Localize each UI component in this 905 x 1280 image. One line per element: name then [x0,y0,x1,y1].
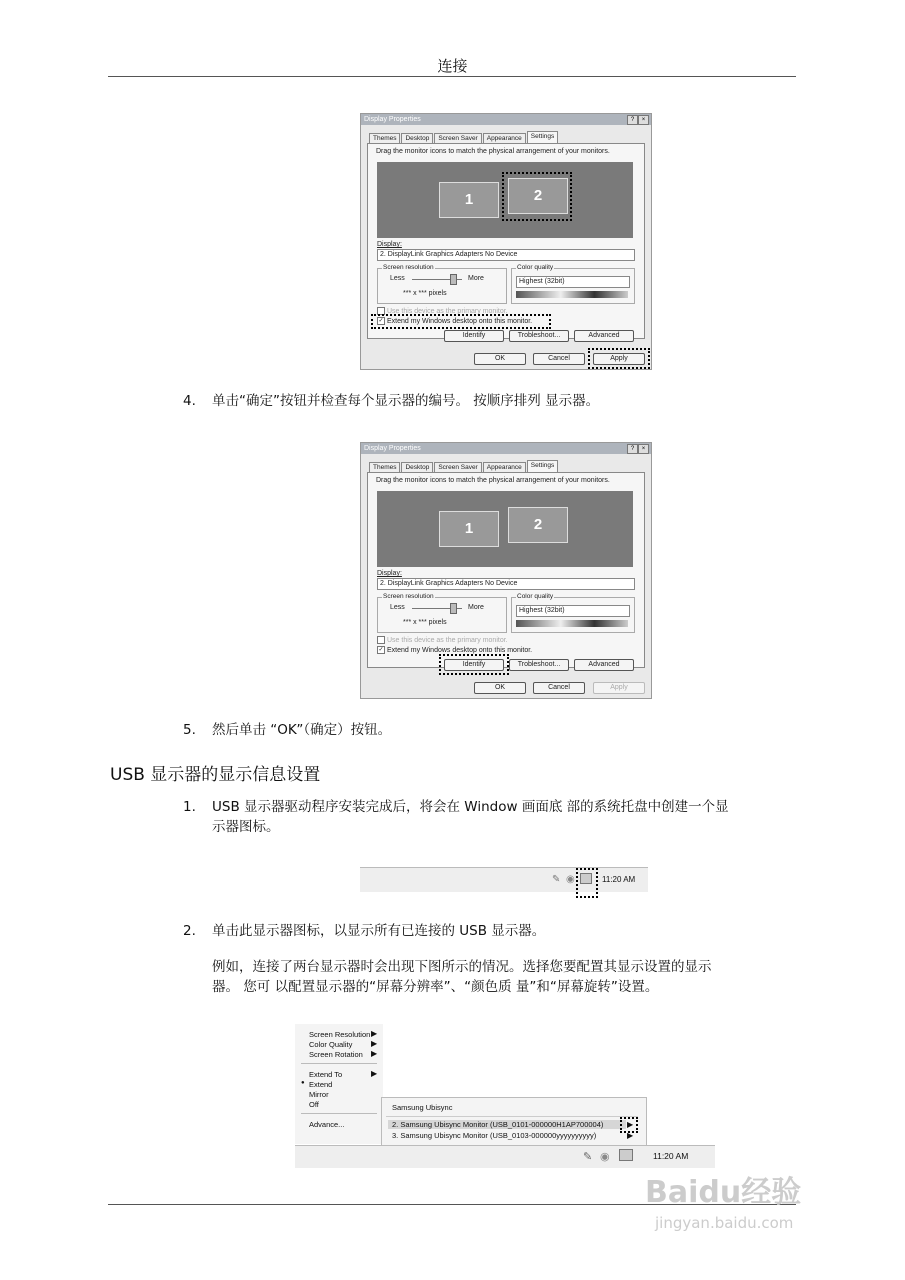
menu-screen-resolution[interactable]: Screen Resolution [309,1030,371,1039]
resolution-value: *** x *** pixels [403,290,447,297]
usb-step-2-paragraph-line-2: 器。 您可 以配置显示器的“屏幕分辨率”、“颜色质 量”和“屏幕旋转”设置。 [212,979,659,995]
resolution-slider-thumb[interactable] [450,603,457,614]
sound-icon[interactable]: ◉ [600,1151,610,1163]
monitor-arrangement-area [377,162,633,238]
primary-monitor-option[interactable] [377,636,508,644]
cancel-button[interactable]: Cancel [533,682,585,694]
resolution-value: *** x *** pixels [403,619,447,626]
menu-mirror[interactable]: Mirror [309,1090,329,1099]
display-label: Display: [377,241,402,248]
menu-divider [301,1063,377,1064]
instruction-text: Drag the monitor icons to match the physical arrangement of your monitors. [376,477,610,484]
submenu-arrow-icon: ▶ [371,1029,378,1038]
help-button[interactable]: ? [627,115,638,125]
display-properties-dialog-2 [360,442,652,699]
tab-screen-saver[interactable]: Screen Saver [434,462,481,473]
primary-checkbox[interactable] [377,636,385,644]
ubisync-submenu [381,1097,647,1147]
highlight-apply [588,348,650,369]
tab-themes[interactable]: Themes [369,462,400,473]
tab-themes[interactable]: Themes [369,133,400,144]
usb-step-2-paragraph [212,957,712,997]
tab-desktop[interactable]: Desktop [401,133,433,144]
screen-resolution-label: Screen resolution [383,593,434,600]
apply-button[interactable]: Apply [593,353,645,365]
tab-settings[interactable]: Settings [527,460,559,473]
usb-step-2-number: 2. [183,923,196,939]
highlight-tray-icon [576,868,598,898]
less-label: Less [390,604,405,611]
extend-desktop-option[interactable] [377,646,532,654]
usb-step-1-number: 1. [183,799,196,815]
settings-panel [367,472,645,668]
menu-off[interactable]: Off [309,1100,319,1109]
selected-bullet-icon: ● [301,1080,305,1086]
dialog-titlebar [361,114,651,125]
highlight-submenu-arrow [620,1117,638,1133]
identify-button[interactable]: Identify [444,330,504,342]
usb-monitor-tray-icon[interactable] [619,1149,633,1161]
highlight-monitor-2 [502,172,572,221]
extend-label: Extend my Windows desktop onto this monitor. [387,317,533,325]
usb-step-2-text: 单击此显示器图标，以显示所有已连接的 USB 显示器。 [212,923,546,939]
color-gradient-bar [516,291,628,298]
menu-divider [301,1113,377,1114]
menu-advance[interactable]: Advance... [309,1120,345,1129]
cancel-button[interactable]: Cancel [533,353,585,365]
dialog-title: Display Properties [364,116,421,123]
ok-button[interactable]: OK [474,353,526,365]
menu-extend[interactable]: Extend [309,1080,333,1089]
usb-step-2 [183,921,546,941]
step-5 [183,720,392,740]
close-button[interactable]: × [638,115,649,125]
menu-screen-rotation[interactable]: Screen Rotation [309,1050,363,1059]
instruction-text: Drag the monitor icons to match the physical arrangement of your monitors. [376,148,610,155]
resolution-slider-thumb[interactable] [450,274,457,285]
step-4-text: 单击“确定”按钮并检查每个显示器的编号。 按顺序排列 显示器。 [212,393,600,409]
step-4-number: 4. [183,393,196,409]
color-quality-select[interactable]: Highest (32bit) [516,605,630,617]
primary-label: Use this device as the primary monitor. [387,636,508,644]
submenu-monitor-2[interactable]: 2. Samsung Ubisync Monitor (USB_0101-000000H1AP700004) [388,1120,626,1129]
network-icon[interactable]: ✎ [583,1151,593,1163]
network-icon[interactable]: ✎ [552,874,561,885]
monitor-2[interactable]: 2 [508,178,568,214]
baidu-watermark-logo: Baidu经验 [645,1175,802,1210]
submenu-monitor-3[interactable]: 3. Samsung Ubisync Monitor (USB_0103-000000yyyyyyyyyy) [392,1131,597,1140]
extend-checkbox[interactable]: ✓ [378,647,384,653]
monitor-arrangement-area [377,491,633,567]
color-quality-label: Color quality [517,264,554,271]
advanced-button[interactable]: Advanced [574,659,634,671]
section-title: USB 显示器的显示信息设置 [110,765,321,785]
submenu-arrow-icon: ▶ [371,1039,378,1048]
baidu-watermark-url: jingyan.baidu.com [655,1214,794,1232]
step-4 [183,391,600,411]
submenu-arrow-icon: ▶ [371,1069,378,1078]
step-5-number: 5. [183,722,196,738]
highlight-extend [371,314,551,329]
settings-panel [367,143,645,339]
tab-desktop[interactable]: Desktop [401,462,433,473]
close-button[interactable]: × [638,444,649,454]
extend-label: Extend my Windows desktop onto this monitor. [387,646,533,654]
screen-resolution-group [377,593,507,633]
display-select[interactable]: 2. DisplayLink Graphics Adapters No Device [377,249,635,261]
submenu-arrow-icon: ▶ [371,1049,378,1058]
more-label: More [468,275,484,282]
troubleshoot-button[interactable]: Trobleshoot... [509,330,569,342]
system-tray [360,867,648,892]
usb-context-menu [295,1024,383,1144]
less-label: Less [390,275,405,282]
color-quality-group [511,264,635,304]
highlight-identify [439,654,509,675]
dialog-title: Display Properties [364,445,421,452]
apply-button[interactable]: Apply [593,682,645,694]
color-quality-label: Color quality [517,593,554,600]
tab-bar [369,460,559,472]
color-gradient-bar [516,620,628,627]
submenu-divider [386,1116,638,1117]
more-label: More [468,604,484,611]
tab-bar [369,131,559,143]
screen-resolution-group [377,264,507,304]
submenu-arrow-icon: ▶ [627,1131,634,1140]
display-properties-dialog-1 [360,113,652,370]
monitor-1[interactable]: 1 [439,182,499,218]
taskbar-2 [295,1145,715,1168]
troubleshoot-button[interactable]: Trobleshoot... [509,659,569,671]
primary-label: Use this device as the primary monitor. [387,307,508,315]
usb-step-1-line-1: USB 显示器驱动程序安装完成后，将会在 Window 画面底 部的系统托盘中创建一个显 [212,799,729,815]
display-label: Display: [377,570,402,577]
monitor-1[interactable]: 1 [439,511,499,547]
tab-settings[interactable]: Settings [527,131,559,144]
screen-resolution-label: Screen resolution [383,264,434,271]
header-rule [108,76,796,77]
usb-step-1-line-2: 示器图标。 [212,819,280,835]
display-select[interactable]: 2. DisplayLink Graphics Adapters No Device [377,578,635,590]
submenu-title: Samsung Ubisync [392,1103,453,1112]
color-quality-group [511,593,635,633]
submenu-arrow-icon: ▶ [627,1120,634,1129]
usb-step-1 [183,797,803,835]
ok-button[interactable]: OK [474,682,526,694]
menu-color-quality[interactable]: Color Quality [309,1040,353,1049]
advanced-button[interactable]: Advanced [574,330,634,342]
tab-appearance[interactable]: Appearance [483,133,526,144]
sound-icon[interactable]: ◉ [566,874,575,885]
tray-clock: 11:20 AM [602,875,636,884]
monitor-2[interactable]: 2 [508,507,568,543]
dialog-titlebar [361,443,651,454]
step-5-text: 然后单击 “OK”（确定）按钮。 [212,722,392,738]
tray-clock: 11:20 AM [653,1151,689,1161]
identify-button[interactable]: Identify [444,659,504,671]
page-header: 连接 [437,57,468,75]
tab-screen-saver[interactable]: Screen Saver [434,133,481,144]
usb-step-2-paragraph-line-1: 例如，连接了两台显示器时会出现下图所示的情况。选择您要配置其显示设置的显示 [212,959,712,975]
tab-appearance[interactable]: Appearance [483,462,526,473]
color-quality-select[interactable]: Highest (32bit) [516,276,630,288]
extend-checkbox[interactable]: ✓ [378,318,384,324]
help-button[interactable]: ? [627,444,638,454]
menu-extend-to[interactable]: Extend To [309,1070,343,1079]
